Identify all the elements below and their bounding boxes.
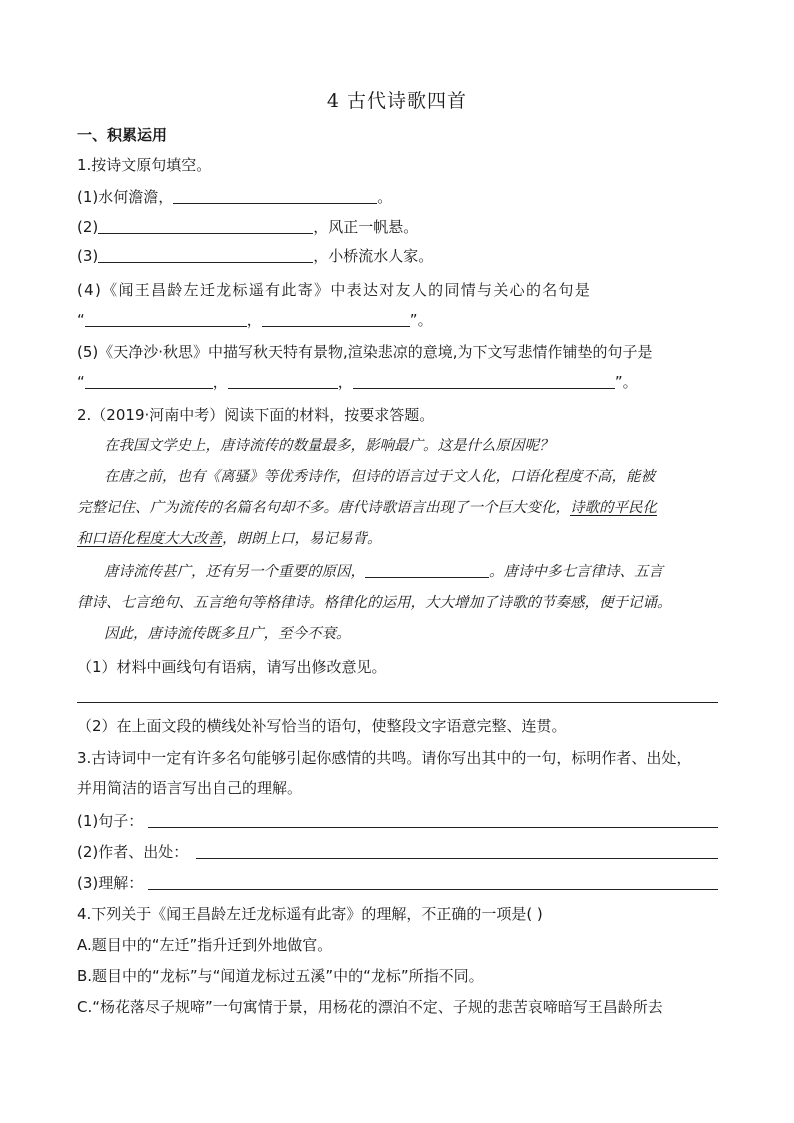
answer-blank[interactable] xyxy=(85,310,247,327)
q1-item-4-blanks: “ ， ”。 xyxy=(77,311,433,329)
q2-stem: 2.（2019·河南中考）阅读下面的材料，按要求答题。 xyxy=(77,406,435,424)
material-paragraph-3-line-1: 唐诗流传甚广，还有另一个重要的原因， 。唐诗中多七言律诗、五言 xyxy=(104,561,663,583)
q1-item-2: (2) ，风正一帆悬。 xyxy=(77,218,419,236)
q1-item-5: (5)《天净沙·秋思》中描写秋天特有景物,渲染悲凉的意境,为下文写悲情作铺垫的句子是 xyxy=(77,343,653,361)
q4-option-c: C.“杨花落尽子规啼”一句寓情于景，用杨花的漂泊不定、子规的悲苦哀啼暗写王昌龄所去 xyxy=(77,998,663,1016)
author-answer-line[interactable] xyxy=(196,858,718,859)
q3-field-understanding-label: (3)理解： xyxy=(77,874,144,892)
q2-subquestion-2: （2）在上面文段的横线处补写恰当的语句，使整段文字语意完整、连贯。 xyxy=(77,717,567,735)
answer-line[interactable] xyxy=(77,702,718,703)
q4-option-a: A.题目中的“左迁”指升迁到外地做官。 xyxy=(77,936,333,954)
answer-blank[interactable] xyxy=(262,310,410,327)
material-paragraph-1: 在我国文学史上，唐诗流传的数量最多，影响最广。这是什么原因呢？ xyxy=(104,438,554,454)
section-heading: 一、积累运用 xyxy=(77,126,168,144)
q3-field-author-label: (2)作者、出处： xyxy=(77,843,189,861)
underlined-sentence: 和口语化程度大大改善 xyxy=(77,531,222,547)
q1-item-3: (3) ，小桥流水人家。 xyxy=(77,247,434,265)
q3-stem-line-1: 3.古诗词中一定有许多名句能够引起你感情的共鸣。请你写出其中的一句，标明作者、出处， xyxy=(77,749,692,767)
q1-item-4: (4)《闻王昌龄左迁龙标遥有此寄》中表达对友人的同情与关心的名句是 xyxy=(77,281,592,299)
q1-item-5-blanks: “ ， ， ”。 xyxy=(77,373,638,391)
q1-item-1: (1)水何澹澹， 。 xyxy=(77,188,393,206)
answer-blank[interactable] xyxy=(365,561,489,578)
answer-blank[interactable] xyxy=(353,372,615,389)
material-paragraph-2-line-3: 和口语化程度大大改善，朗朗上口，易记易背。 xyxy=(77,531,382,547)
answer-blank[interactable] xyxy=(85,372,213,389)
understanding-answer-line[interactable] xyxy=(148,889,718,890)
q4-option-b: B.题目中的“龙标”与“闻道龙标过五溪”中的“龙标”所指不同。 xyxy=(77,967,484,985)
q3-field-sentence-label: (1)句子： xyxy=(77,812,144,830)
sentence-answer-line[interactable] xyxy=(148,827,718,828)
q4-stem: 4.下列关于《闻王昌龄左迁龙标遥有此寄》的理解，不正确的一项是( ) xyxy=(77,905,543,923)
material-paragraph-2-line-2: 完整记住、广为流传的名篇名句却不多。唐代诗歌语言出现了一个巨大变化，诗歌的平民化 xyxy=(77,500,657,516)
answer-blank[interactable] xyxy=(173,187,377,204)
underlined-sentence: 诗歌的平民化 xyxy=(570,500,657,516)
material-paragraph-4: 因此，唐诗流传既多且广，至今不衰。 xyxy=(104,626,351,642)
answer-blank[interactable] xyxy=(98,217,313,234)
answer-blank[interactable] xyxy=(98,246,313,263)
q1-stem: 1.按诗文原句填空。 xyxy=(77,156,212,174)
q3-stem-line-2: 并用简洁的语言写出自己的理解。 xyxy=(77,779,303,797)
answer-blank[interactable] xyxy=(228,372,338,389)
page-title: 4 古代诗歌四首 xyxy=(326,90,468,112)
material-paragraph-3-line-2: 律诗、七言绝句、五言绝句等格律诗。格律化的运用，大大增加了诗歌的节奏感，便于记诵。 xyxy=(77,595,672,611)
q2-subquestion-1: （1）材料中画线句有语病，请写出修改意见。 xyxy=(77,658,387,676)
material-paragraph-2-line-1: 在唐之前，也有《离骚》等优秀诗作，但诗的语言过于文人化，口语化程度不高，能被 xyxy=(104,469,655,485)
